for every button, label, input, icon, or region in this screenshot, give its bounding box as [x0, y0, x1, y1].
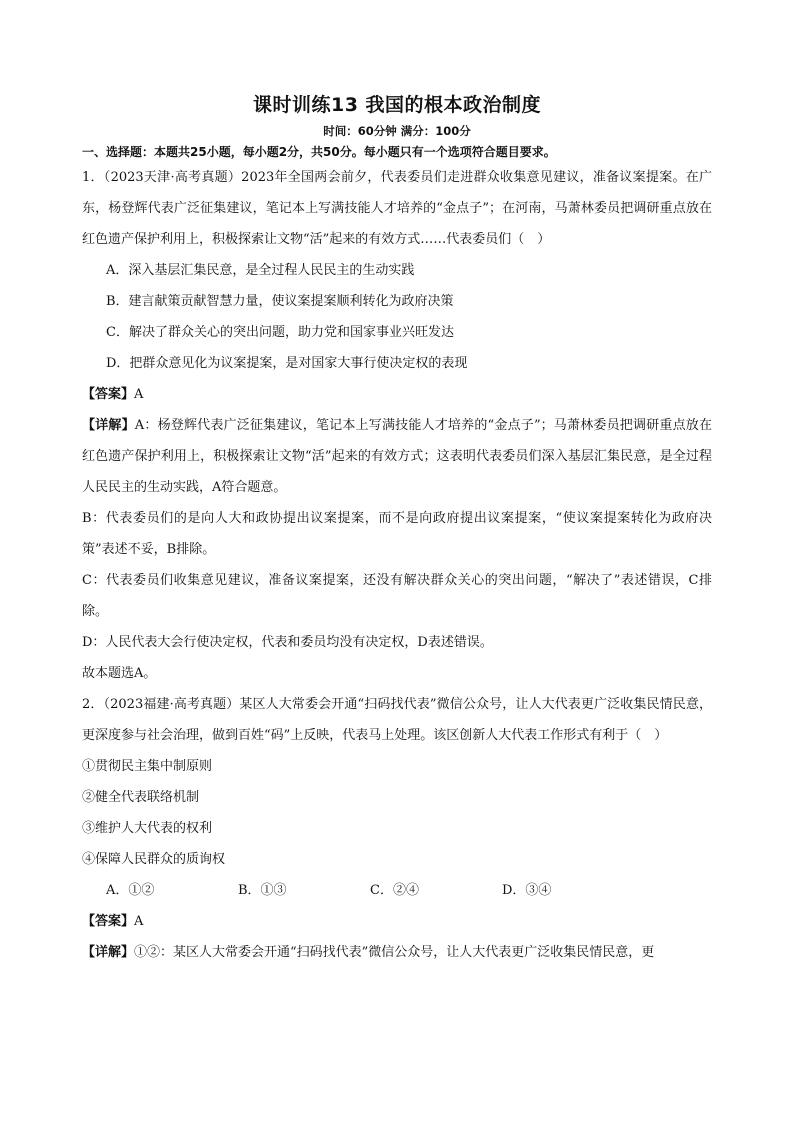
- question-2-option-d: D．③④: [502, 883, 552, 898]
- answer-label: 【答案】: [82, 387, 135, 402]
- question-1-detail-d: D：人民代表大会行使决定权，代表和委员均没有决定权，D表述错误。: [82, 635, 493, 650]
- question-1-answer: [82, 379, 712, 410]
- question-2-item-1: ①贯彻民主集中制原则: [82, 759, 213, 774]
- detail-label: 【详解】: [82, 418, 135, 433]
- question-1-detail-a: [82, 410, 712, 503]
- question-2-option-c: C．②④: [370, 883, 419, 898]
- question-1-option-a: A．深入基层汇集民意，是全过程人民民主的生动实践: [106, 263, 415, 278]
- answer-value: A: [134, 914, 144, 929]
- question-2-detail: [82, 937, 712, 968]
- detail-text: ①②：某区人大常委会开通“扫码找代表”微信公众号，让人大代表更广泛收集民情民意，更: [134, 945, 655, 960]
- question-1-conclusion: 故本题选A。: [82, 666, 157, 681]
- question-1-option-b: B．建言献策贡献智慧力量，使议案提案顺利转化为政府决策: [106, 294, 454, 309]
- page-title: 课时训练13 我国的根本政治制度: [252, 94, 542, 116]
- question-2-item-3: ③维护人大代表的权利: [82, 821, 213, 836]
- question-2-option-b: B．①③: [238, 883, 287, 898]
- question-2-stem: 2．（2023福建·高考真题）某区人大常委会开通“扫码找代表”微信公众号，让人大代表更广泛收集民情民意，更深度参与社会治理，做到百姓“码”上反映，代表马上处理。该区创新人大代表工作形式有利于（ ）: [82, 697, 712, 743]
- exam-meta: 时间：60分钟 满分：100分: [323, 124, 471, 138]
- answer-label: 【答案】: [82, 914, 135, 929]
- question-2-answer: [82, 906, 712, 937]
- section-heading: 一、选择题：本题共25小题，每小题2分，共50分。每小题只有一个选项符合题目要求。: [82, 145, 556, 159]
- question-1-option-d: D．把群众意见化为议案提案，是对国家大事行使决定权的表现: [106, 356, 468, 371]
- question-2-options: [82, 875, 712, 906]
- question-1-detail-b: B：代表委员们的是向人大和政协提出议案提案，而不是向政府提出议案提案，“使议案提案转化为政府决策”表述不妥，B排除。: [82, 511, 712, 557]
- answer-value: A: [134, 387, 144, 402]
- question-2-item-2: ②健全代表联络机制: [82, 790, 200, 805]
- detail-label: 【详解】: [82, 945, 135, 960]
- question-2-item-4: ④保障人民群众的质询权: [82, 852, 226, 867]
- detail-text: A：杨登辉代表广泛征集建议，笔记本上写满技能人才培养的“金点子”；马萧林委员把调研重点放在红色遗产保护利用上，积极探索让文物“活”起来的有效方式；这表明代表委员们深入基层汇集民意，是全过程人民民主的生动实践，A符合题意。: [82, 418, 712, 495]
- question-1-stem: 1．（2023天津·高考真题）2023年全国两会前夕，代表委员们走进群众收集意见建议，准备议案提案。在广东，杨登辉代表广泛征集建议，笔记本上写满技能人才培养的“金点子”；在河南，马萧林委员把调研重点放在红色遗产保护利用上，积极探索让文物“活”起来的有效方式……代表委员们（ ）: [82, 170, 712, 247]
- question-1-detail-c: C：代表委员们收集意见建议，准备议案提案，还没有解决群众关心的突出问题，“解决了”表述错误，C排除。: [82, 573, 712, 619]
- question-1-option-c: C．解决了群众关心的突出问题，助力党和国家事业兴旺发达: [106, 325, 454, 340]
- question-2-option-a: A．①②: [106, 883, 155, 898]
